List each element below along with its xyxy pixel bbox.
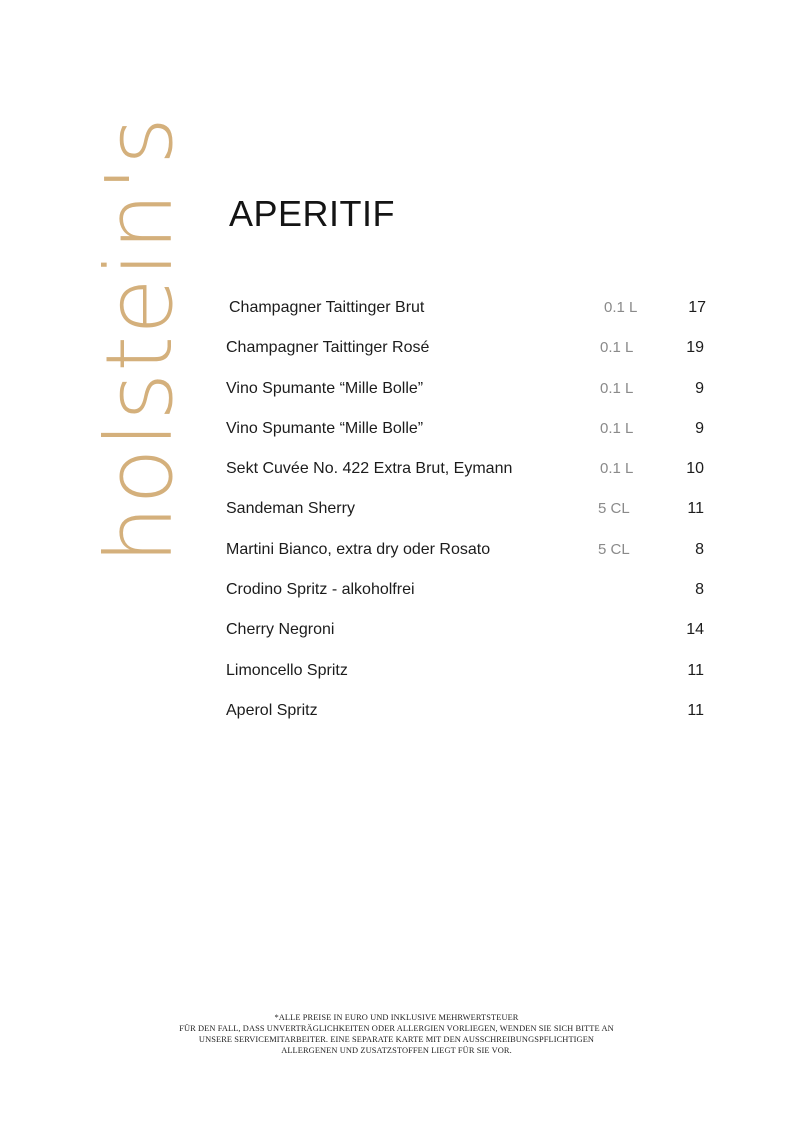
item-name: Aperol Spritz [226, 701, 318, 719]
menu-item [226, 537, 710, 577]
item-name: Champagner Taittinger Rosé [226, 339, 430, 357]
item-volume: 5 CL [598, 500, 630, 518]
item-volume: 0.1 L [600, 339, 634, 357]
brand-wordmark: holstein's [86, 116, 193, 564]
item-price: 8 [695, 540, 704, 558]
item-price: 10 [686, 460, 704, 478]
footer-line: FÜR DEN FALL, DASS UNVERTRÄGLICHKEITEN ODER ALLERGIEN VORLIEGEN, WENDEN SIE SICH BITTE AN [179, 1024, 614, 1033]
menu-item [226, 376, 710, 416]
item-price: 9 [695, 379, 704, 397]
item-name: Crodino Spritz - alkoholfrei [226, 581, 415, 599]
item-price: 11 [687, 500, 704, 518]
footer-line: UNSERE SERVICEMITARBEITER. EINE SEPARATE KARTE MIT DEN AUSSCHREIBUNGSPFLICHTIGEN [198, 1035, 595, 1044]
item-name: Limoncello Spritz [226, 661, 348, 679]
menu-item [226, 577, 710, 617]
item-volume: 5 CL [598, 540, 630, 558]
item-price: 17 [688, 299, 706, 316]
item-volume: 0.1 L [600, 379, 634, 397]
item-name: Sekt Cuvée No. 422 Extra Brut, Eymann [226, 460, 513, 478]
menu-item [226, 295, 710, 335]
menu-item [226, 335, 710, 375]
menu-list [226, 295, 710, 738]
menu-item [226, 617, 710, 657]
item-price: 11 [687, 661, 704, 679]
item-name: Sandeman Sherry [226, 500, 355, 518]
item-price: 11 [687, 701, 704, 719]
item-price: 8 [695, 581, 704, 599]
item-name: Vino Spumante “Mille Bolle” [226, 419, 424, 437]
menu-item [226, 416, 710, 456]
item-price: 19 [686, 339, 704, 357]
item-name: Champagner Taittinger Brut [229, 299, 425, 316]
item-volume: 0.1 L [600, 460, 634, 478]
item-volume: 0.1 L [600, 419, 634, 437]
footer-line: *ALLE PREISE IN EURO UND INKLUSIVE MEHRWERTSTEUER [274, 1013, 519, 1022]
item-volume: 0.1 L [604, 299, 638, 316]
menu-item [226, 698, 710, 738]
item-name: Cherry Negroni [226, 621, 335, 639]
footer-line: ALLERGENEN UND ZUSATZSTOFFEN LIEGT FÜR SIE VOR. [281, 1046, 512, 1055]
menu-item [226, 496, 710, 536]
menu-item [226, 456, 710, 496]
menu-item [226, 658, 710, 698]
item-name: Martini Bianco, extra dry oder Rosato [226, 540, 491, 558]
item-name: Vino Spumante “Mille Bolle” [226, 379, 424, 397]
footer-notice [0, 1012, 793, 1056]
item-price: 14 [686, 621, 704, 639]
item-price: 9 [695, 419, 704, 437]
section-title: APERITIF [229, 193, 396, 234]
